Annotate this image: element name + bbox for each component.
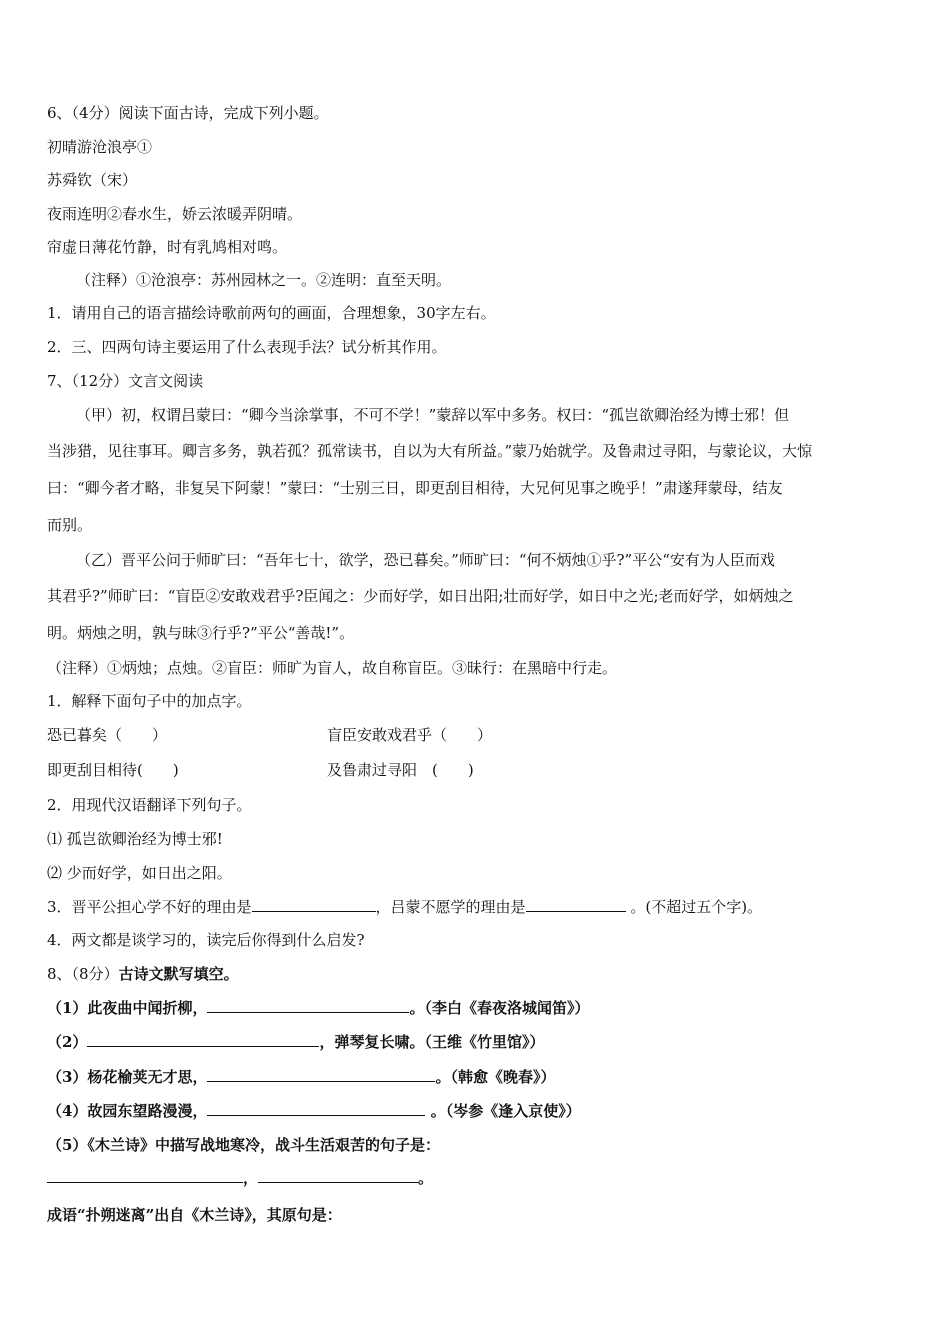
item-2-number: （2） bbox=[47, 1033, 88, 1051]
q8-number: 8、（8分） bbox=[47, 965, 119, 983]
item-1-source: 。（李白《春夜洛城闻笛》） bbox=[409, 999, 590, 1017]
q6-sub2: 2．三、四两句诗主要运用了什么表现手法？试分析其作用。 bbox=[47, 338, 447, 356]
answer-blank[interactable] bbox=[526, 897, 626, 912]
q8-item-3 bbox=[47, 1067, 910, 1087]
q6-note: （注释）①沧浪亭：苏州园林之一。②连明：直至天明。 bbox=[76, 271, 452, 289]
q8-item-4 bbox=[47, 1101, 910, 1121]
q7-header: 7、（12分）文言文阅读 bbox=[47, 372, 204, 390]
answer-blank[interactable] bbox=[207, 1101, 425, 1116]
answer-blank[interactable] bbox=[207, 998, 409, 1013]
passage-yi-line-1: （乙）晋平公问于师旷曰：“吾年七十，欲学，恐已暮矣。”师旷曰：“何不炳烛①乎?”平公“安有为人臣而戏 bbox=[76, 551, 775, 569]
q8-header bbox=[47, 964, 910, 984]
q6-sub1: 1．请用自己的语言描绘诗歌前两句的画面，合理想象，30字左右。 bbox=[47, 304, 496, 322]
q8-item-5-blanks bbox=[47, 1168, 910, 1188]
passage-jia-line-4: 而别。 bbox=[47, 516, 93, 534]
passage-yi-line-2: 其君乎?”师旷曰：“盲臣②安敢戏君乎?臣闻之：少而好学，如日出阳;壮而好学，如日中之光;老而好学，如炳烛之 bbox=[47, 587, 794, 605]
item-3-source: 。（韩愈《晚春》） bbox=[435, 1068, 556, 1086]
q8-item-1 bbox=[47, 998, 910, 1018]
q7-sub3 bbox=[47, 897, 910, 917]
item-d: 及鲁肃过寻阳 ( ) bbox=[327, 761, 474, 779]
answer-blank[interactable] bbox=[47, 1168, 243, 1183]
q6-header: 6、（4分）阅读下面古诗，完成下列小题。 bbox=[47, 104, 329, 122]
q7-sub2: 2．用现代汉语翻译下列句子。 bbox=[47, 796, 252, 814]
translate-sentence-1: ⑴ 孤岂欲卿治经为博士邪! bbox=[47, 830, 223, 848]
poem-title: 初晴游沧浪亭① bbox=[47, 138, 153, 156]
answer-blank[interactable] bbox=[207, 1067, 435, 1082]
item-5-separator: ， bbox=[243, 1169, 259, 1187]
answer-blank[interactable] bbox=[252, 897, 376, 912]
q7-sub1-row-2 bbox=[47, 760, 910, 780]
poem-line-2: 帘虚日薄花竹静，时有乳鸠相对鸣。 bbox=[47, 238, 288, 256]
item-c: 即更刮目相待( ) bbox=[47, 761, 179, 779]
item-4-prompt: （4）故园东望路漫漫， bbox=[47, 1102, 208, 1120]
q7-sub4: 4．两文都是谈学习的，读完后你得到什么启发? bbox=[47, 931, 365, 949]
q7-note: （注释）①炳烛；点烛。②盲臣：师旷为盲人，故自称盲臣。③昧行：在黑暗中行走。 bbox=[47, 659, 618, 677]
item-a: 恐已暮矣（ ） bbox=[47, 726, 168, 744]
answer-blank[interactable] bbox=[87, 1032, 319, 1047]
q7-sub1: 1．解释下面句子中的加点字。 bbox=[47, 692, 252, 710]
answer-blank[interactable] bbox=[258, 1168, 418, 1183]
q8-idiom: 成语“扑朔迷离”出自《木兰诗》，其原句是： bbox=[47, 1206, 342, 1224]
sub3-text-a: 3．晋平公担心学不好的理由是 bbox=[47, 898, 252, 916]
q7-sub1-row-1 bbox=[47, 725, 910, 745]
item-1-prompt: （1）此夜曲中闻折柳， bbox=[47, 999, 208, 1017]
passage-jia-line-2: 当涉猎，见往事耳。卿言多务，孰若孤？孤常读书，自以为大有所益。”蒙乃始就学。及鲁肃过寻阳，与蒙论议，大惊 bbox=[47, 442, 813, 460]
q8-item-2 bbox=[47, 1032, 910, 1052]
item-4-source: 。（岑参《逢入京使》） bbox=[430, 1102, 581, 1120]
passage-jia-line-3: 曰：“卿今者才略，非复吴下阿蒙！”蒙曰：“士别三日，即更刮目相待，大兄何见事之晚乎！”肃遂拜蒙母，结友 bbox=[47, 479, 783, 497]
q8-item-5: （5）《木兰诗》中描写战地寒冷，战斗生活艰苦的句子是： bbox=[47, 1136, 440, 1154]
item-b: 盲臣安敢戏君乎（ ） bbox=[327, 726, 493, 744]
sub3-text-b: ，吕蒙不愿学的理由是 bbox=[375, 898, 526, 916]
item-3-prompt: （3）杨花榆荚无才思， bbox=[47, 1068, 208, 1086]
translate-sentence-2: ⑵ 少而好学，如日出之阳。 bbox=[47, 864, 232, 882]
passage-yi-line-3: 明。炳烛之明，孰与昧③行乎?”平公“善哉!”。 bbox=[47, 624, 355, 642]
item-5-end: 。 bbox=[418, 1169, 434, 1187]
q8-title: 古诗文默写填空。 bbox=[118, 965, 239, 983]
sub3-text-c: 。(不超过五个字)。 bbox=[630, 898, 763, 916]
poem-author: 苏舜钦（宋） bbox=[47, 171, 138, 189]
poem-line-1: 夜雨连明②春水生，娇云浓暖弄阴晴。 bbox=[47, 205, 303, 223]
item-2-source: ，弹琴复长啸。（王维《竹里馆》） bbox=[319, 1033, 545, 1051]
passage-jia-line-1: （甲）初，权谓吕蒙曰：“卿今当涂掌事，不可不学！”蒙辞以军中多务。权曰：“孤岂欲卿治经为博士邪！但 bbox=[76, 406, 790, 424]
